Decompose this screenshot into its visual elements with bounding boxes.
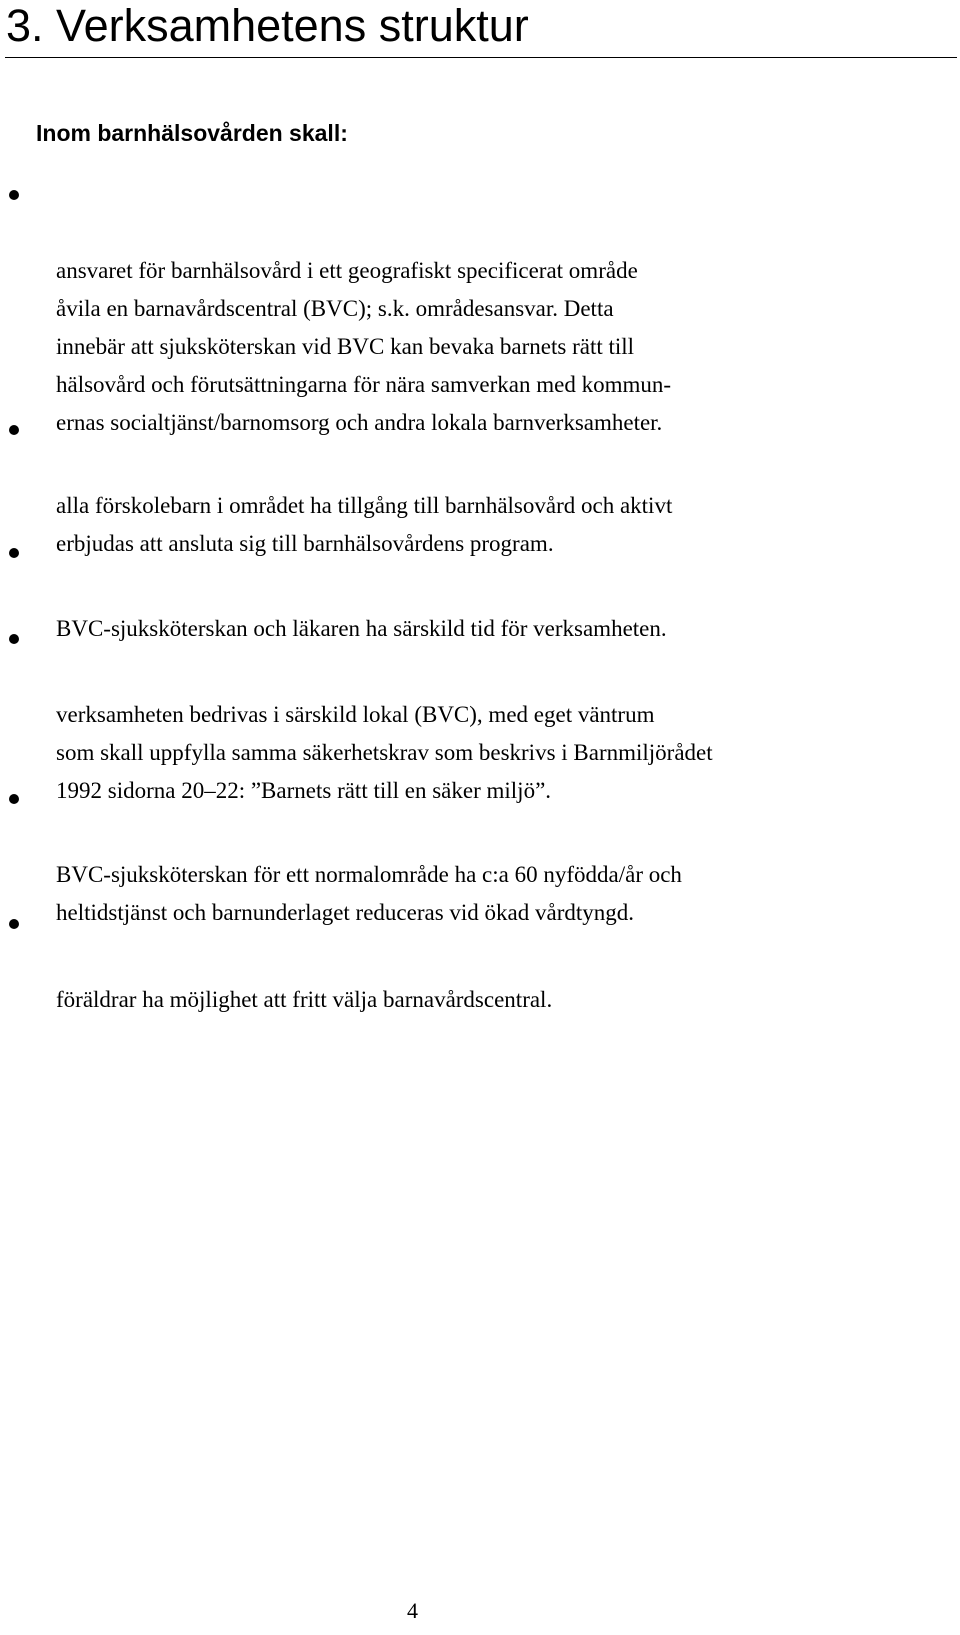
section-heading: Inom barnhälsovården skall:: [36, 120, 348, 146]
list-item-text: föräldrar ha möjlighet att fritt välja barnavårdscentral.: [56, 987, 553, 1012]
list-item-text: ansvaret för barnhälsovård i ett geografiskt specificerat område åvila en barnavårdscentral (BVC); s.k. områdesansvar. Detta innebär att sjuksköterskan vid BVC kan bevaka barnets rätt till hälsovård och förutsättningarna för nära samverkan med kommun- ernas socialtjänst/barnomsorg och andra lokala barnverksamheter.: [56, 258, 672, 435]
bullet-icon: [9, 919, 19, 929]
page-number: 4: [407, 1598, 418, 1623]
bullet-icon: [9, 425, 19, 435]
list-item-text: verksamheten bedrivas i särskild lokal (BVC), med eget väntrum som skall uppfylla samma säkerhetskrav som beskrivs i Barnmiljörådet 1992 sidorna 20–22: ”Barnets rätt till en säker miljö”.: [56, 702, 713, 803]
bullet-icon: [9, 190, 19, 200]
list-item-text: BVC-sjuksköterskan och läkaren ha särskild tid för verksamheten.: [56, 616, 667, 641]
bullet-icon: [9, 548, 19, 558]
bullet-icon: [9, 794, 19, 804]
title-underline-rule: [5, 57, 957, 58]
chapter-title: 3. Verksamhetens struktur: [6, 0, 529, 51]
list-item-text: BVC-sjuksköterskan för ett normalområde ha c:a 60 nyfödda/år och heltidstjänst och barnunderlaget reduceras vid ökad vårdtyngd.: [56, 862, 682, 925]
list-item-text: alla förskolebarn i området ha tillgång till barnhälsovård och aktivt erbjudas att ansluta sig till barnhälsovårdens program.: [56, 493, 673, 556]
list-item: [56, 905, 916, 1057]
bullet-icon: [9, 634, 19, 644]
